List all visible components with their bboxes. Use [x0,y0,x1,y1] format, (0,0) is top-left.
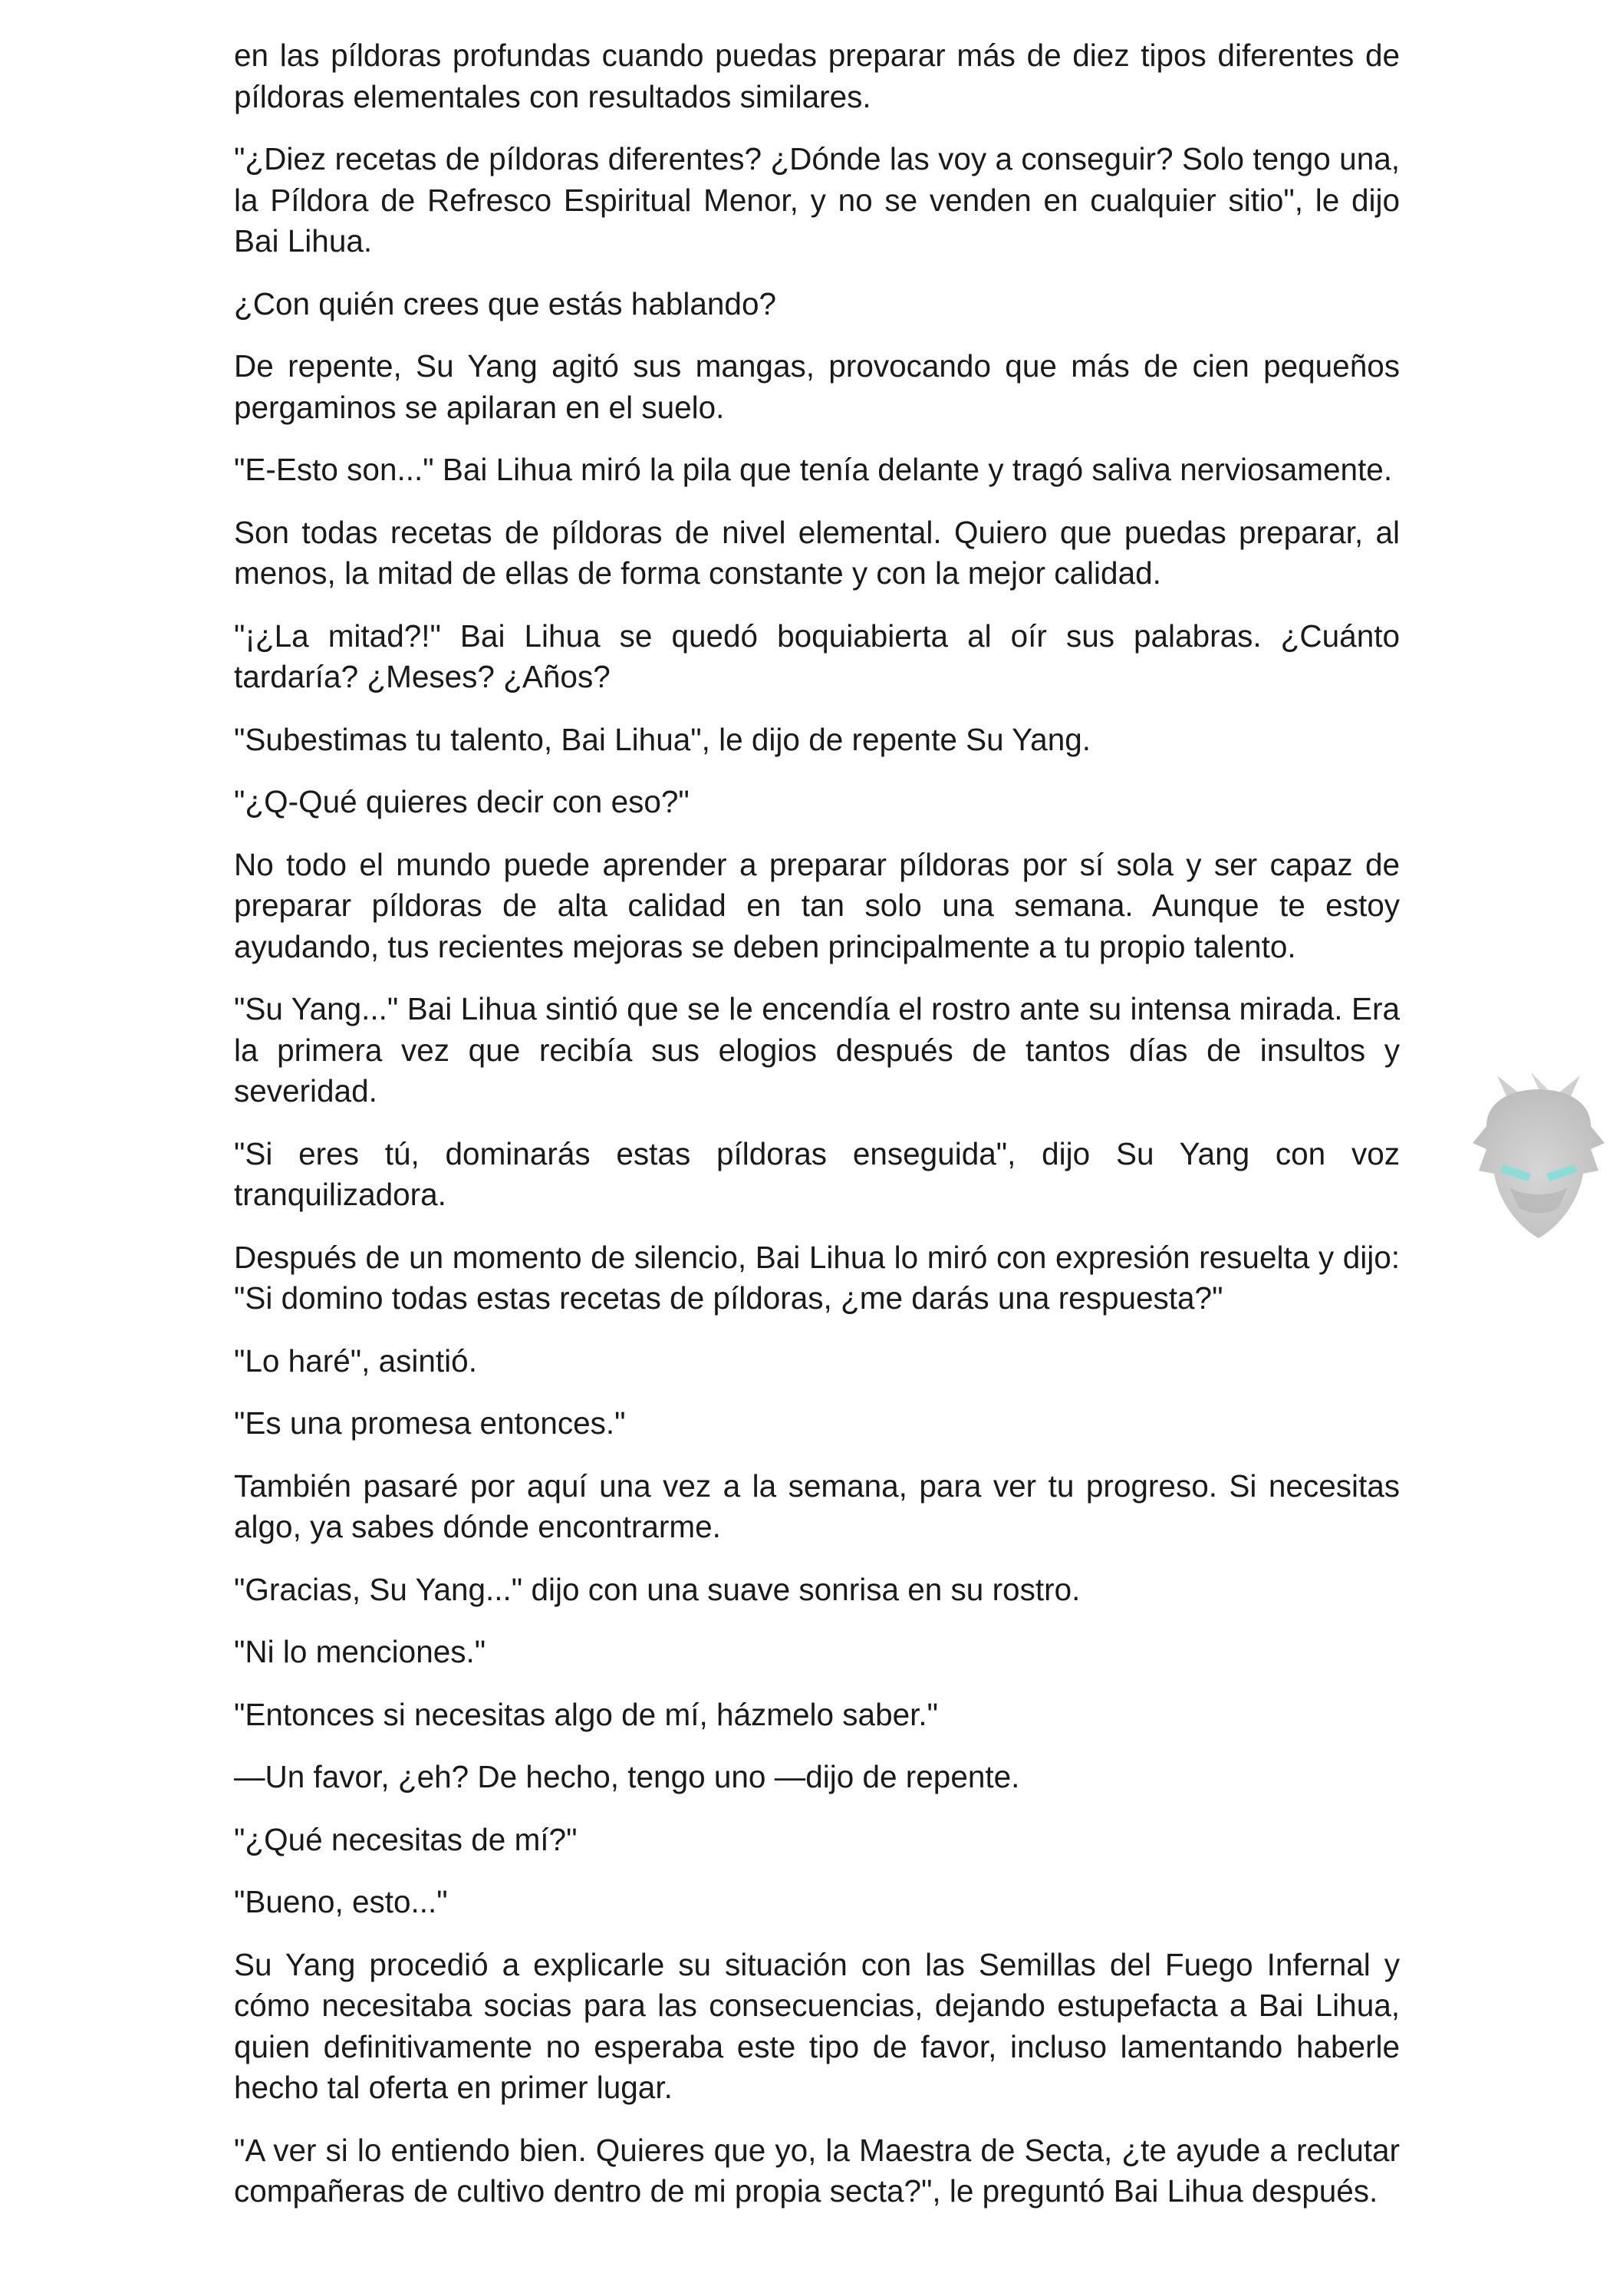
paragraph-21: "¿Qué necesitas de mí?" [234,1821,578,1857]
paragraph-18: "Ni lo menciones." [234,1634,486,1669]
paragraph-1: en las píldoras profundas cuando puedas preparar más de diez tipos diferentes de píldoras elementales con resultados similares. [234,38,1400,114]
paragraph-16: También pasaré por aquí una vez a la semana, para ver tu progreso. Si necesitas algo, ya sabes dónde encontrarme. [234,1468,1400,1544]
paragraph-6: Son todas recetas de píldoras de nivel elemental. Quiero que puedas preparar, al menos, la mitad de ellas de forma constante y con la mejor calidad. [234,514,1400,591]
paragraph-3: ¿Con quién crees que estás hablando? [234,285,776,321]
paragraph-2: "¿Diez recetas de píldoras diferentes? ¿Dónde las voy a conseguir? Solo tengo una, la Píldora de Refresco Espiritual Menor, y no se venden en cualquier sitio", le dijo Bai Lihua. [234,141,1400,259]
paragraph-15: "Es una promesa entonces." [234,1405,626,1441]
paragraph-14: "Lo haré", asintió. [234,1342,477,1379]
paragraph-9: "¿Q-Qué quieres decir con eso?" [234,784,690,819]
paragraph-10: No todo el mundo puede aprender a preparar píldoras por sí sola y ser capaz de preparar píldoras de alta calidad en tan solo una semana. Aunque te estoy ayudando, tus recientes mejoras se deben principalmente a tu propio talento. [234,846,1400,964]
paragraph-20: —Un favor, ¿eh? De hecho, tengo uno —dijo de repente. [234,1759,1020,1794]
paragraph-12: "Si eres tú, dominarás estas píldoras enseguida", dijo Su Yang con voz tranquilizadora. [234,1135,1400,1212]
paragraph-19: "Entonces si necesitas algo de mí, házmelo saber." [234,1696,938,1732]
paragraph-5: "E-Esto son..." Bai Lihua miró la pila que tenía delante y tragó saliva nerviosamente. [234,452,1393,487]
paragraph-24: "A ver si lo entiendo bien. Quieres que yo, la Maestra de Secta, ¿te ayude a reclutar compañeras de cultivo dentro de mi propia secta?", le preguntó Bai Lihua después. [234,2132,1400,2209]
paragraph-13: Después de un momento de silencio, Bai Lihua lo miró con expresión resuelta y dijo: "Si domino todas estas recetas de píldoras, ¿me darás una respuesta?" [234,1239,1400,1316]
demon-head-icon [1463,1072,1614,1249]
paragraph-11: "Su Yang..." Bai Lihua sintió que se le encendía el rostro ante su intensa mirada. Era la primera vez que recibía sus elogios después de tantos días de insultos y severidad. [234,991,1400,1108]
paragraph-4: De repente, Su Yang agitó sus mangas, provocando que más de cien pequeños pergaminos se apilaran en el suelo. [234,348,1400,425]
body-text [234,35,1400,2234]
paragraph-23: Su Yang procedió a explicarle su situación con las Semillas del Fuego Infernal y cómo necesitaba socias para las consecuencias, dejando estupefacta a Bai Lihua, quien definitivamente no esperaba este tipo de favor, incluso lamentando haberle hecho tal oferta en primer lugar. [234,1946,1400,2105]
paragraph-7: "¡¿La mitad?!" Bai Lihua se quedó boquiabierta al oír sus palabras. ¿Cuánto tardaría? ¿Meses? ¿Años? [234,618,1400,694]
paragraph-22: "Bueno, esto..." [234,1884,448,1919]
paragraph-8: "Subestimas tu talento, Bai Lihua", le dijo de repente Su Yang. [234,721,1091,757]
paragraph-17: "Gracias, Su Yang..." dijo con una suave sonrisa en su rostro. [234,1571,1081,1607]
